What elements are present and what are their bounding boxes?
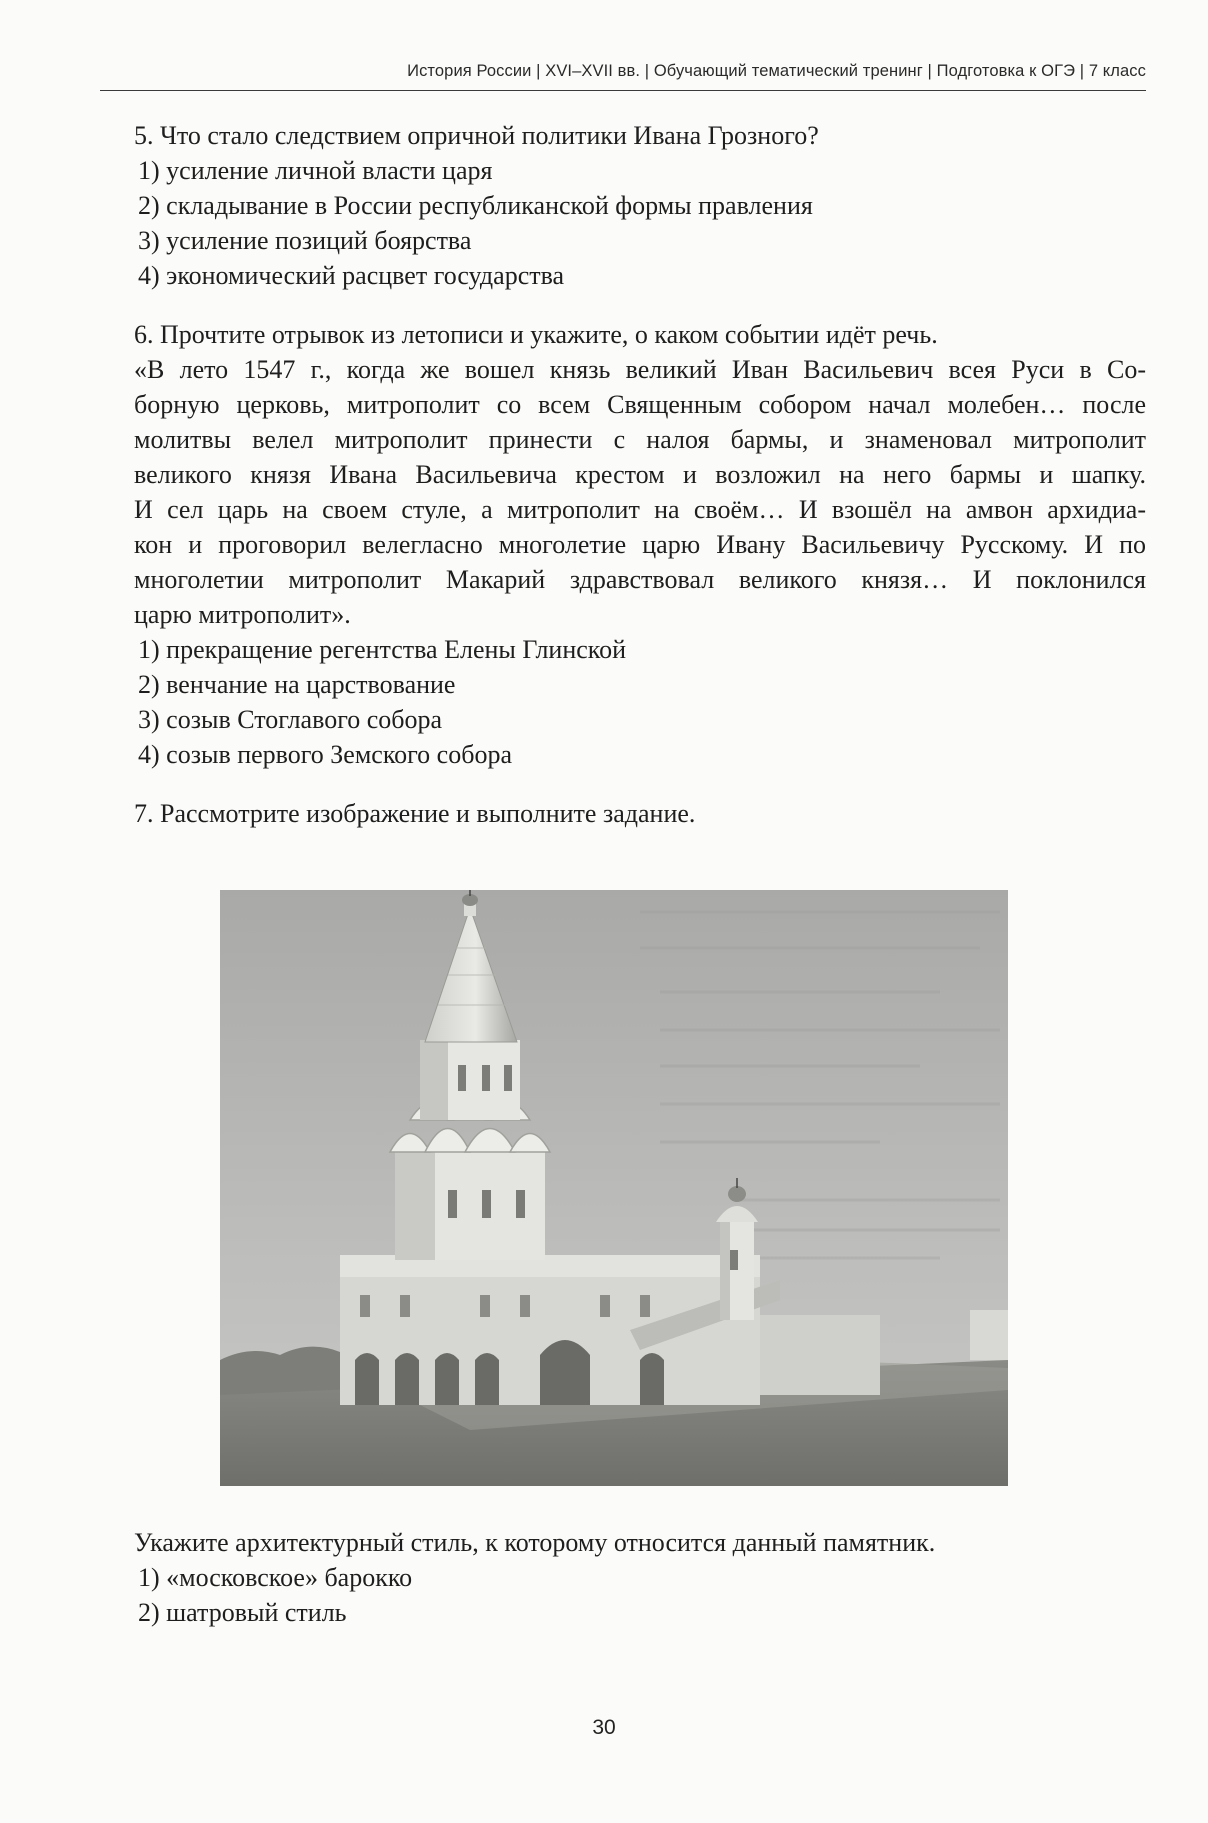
question-7-prompt: Укажите архитектурный стиль, к которому относится данный памятник.: [134, 1528, 936, 1557]
running-header: История России | XVI–XVII вв. | Обучающий тематический тренинг | Подготовка к ОГЭ | 7 класс: [407, 62, 1146, 80]
quote-line: кон и проговорил велегласно многолетие царю Ивану Васильевичу Русскому. И по: [134, 530, 1146, 559]
chronicle-quote: [134, 352, 1146, 632]
question-5-option-4: 4) экономический расцвет государства: [138, 261, 565, 290]
question-5: [134, 118, 1146, 293]
question-5-option-1: 1) усиление личной власти царя: [138, 156, 493, 185]
quote-line: И сел царь на своем стуле, а митрополит на своём… И взошёл на амвон архидиа-: [134, 495, 1146, 524]
question-7-title: 7. Рассмотрите изображение и выполните задание.: [134, 799, 696, 828]
question-6-option-4: 4) созыв первого Земского собора: [138, 740, 512, 769]
church-photo: [220, 890, 1008, 1486]
question-7-option-1: 1) «московское» барокко: [138, 1563, 413, 1592]
quote-line: многолетии митрополит Макарий здравствовал великого князя… И поклонился: [134, 565, 1146, 594]
question-6-title: 6. Прочтите отрывок из летописи и укажите, о каком событии идёт речь.: [134, 320, 938, 349]
question-5-option-2: 2) складывание в России республиканской формы правления: [138, 191, 813, 220]
question-6-option-2: 2) венчание на царствование: [138, 670, 456, 699]
question-5-option-3: 3) усиление позиций боярства: [138, 226, 472, 255]
quote-line: великого князя Ивана Васильевича крестом и возложил на него бармы и шапку.: [134, 460, 1146, 489]
header-divider: [100, 90, 1146, 91]
page-number: 30: [592, 1716, 616, 1739]
church-of-ascension-image: [220, 890, 1008, 1486]
quote-line: царю митрополит».: [134, 600, 351, 629]
question-7-header: [134, 796, 1146, 831]
question-6-option-3: 3) созыв Стоглавого собора: [138, 705, 443, 734]
main-content: [134, 118, 1146, 855]
quote-line: молитвы велел митрополит принести с налоя бармы, и знаменовал митрополит: [134, 425, 1146, 454]
question-5-title: 5. Что стало следствием опричной политики Ивана Грозного?: [134, 121, 819, 150]
quote-line: «В лето 1547 г., когда же вошел князь великий Иван Васильевич всея Руси в Со-: [134, 355, 1146, 384]
quote-line: борную церковь, митрополит со всем Священным собором начал молебен… после: [134, 390, 1146, 419]
question-7-option-2: 2) шатровый стиль: [138, 1598, 347, 1627]
question-6: [134, 317, 1146, 772]
question-7-body: [134, 1525, 1146, 1630]
question-6-option-1: 1) прекращение регентства Елены Глинской: [138, 635, 627, 664]
